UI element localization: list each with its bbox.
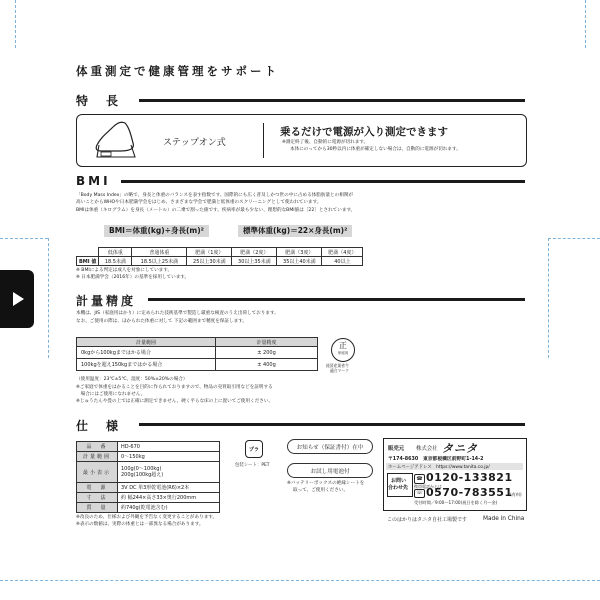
features-rule xyxy=(139,99,525,102)
bmi-para-1: 「Body Mass Index」の略で、身長と体重のバランスを表す指数です。国際的にも広く普及しかつ世の中に占める体脂肪量との相関が xyxy=(76,193,354,198)
accuracy-para-1: 本機は、JIS（家庭用はかり）に定められた技術基準で製造し厳重な検査のうえ出荷しております。 xyxy=(76,311,279,316)
accuracy-note-3: ※じゅうたんや畳の上では正確に測定できません。硬く平らな床の上に置いてご使用ください。 xyxy=(76,399,274,404)
company-address: 〒174-8630 東京都板橋区前野町1-14-2 xyxy=(388,457,484,462)
accuracy-condition: （使用温度：23℃±5℃、湿度：50%±20%の場合） xyxy=(76,377,188,382)
brand-logo: タニタ xyxy=(442,442,478,455)
bmi-cell-6: 40以上 xyxy=(322,257,363,266)
specs-table xyxy=(76,441,220,513)
accuracy-col-precision: 計量精度 xyxy=(216,338,318,347)
specs-rule xyxy=(139,423,525,426)
accuracy-para-2: なお、ご使用の際は、ほかられた体重に対して 下記の範囲まで精度を保証します。 xyxy=(76,319,248,324)
certification-caption-2: 適合マーク xyxy=(330,368,349,373)
bmi-cell-4: 30以上35未満 xyxy=(232,257,277,266)
bmi-col-2: 普通体重 xyxy=(132,248,187,257)
company-label: 株式会社 xyxy=(416,446,438,452)
certification-mark-char: 正 xyxy=(339,341,347,350)
inquiry-label-1: お問い xyxy=(391,478,407,484)
table-row xyxy=(77,503,220,513)
bmi-formula-1: BMI＝体重(kg)÷身長(m)² xyxy=(104,225,209,237)
mobile-label: 携帯電話からは xyxy=(414,483,442,489)
bmi-cell-3: 25以上30未満 xyxy=(187,257,232,266)
table-row xyxy=(77,452,220,462)
spec-key-power: 電 源 xyxy=(77,483,118,493)
accuracy-range-2: 100kgを超え150kgまではかる場合 xyxy=(77,359,216,371)
specs-note-2: ※表示の数値は、実際の体重とは一部異なる場合があります。 xyxy=(76,522,204,527)
table-row xyxy=(77,462,220,483)
bmi-note-1: ※ BMIによる判定は成人を対象にしています。 xyxy=(76,268,173,273)
features-heading: 特 長 xyxy=(76,94,122,108)
recycle-icon xyxy=(245,440,263,458)
crop-line-mid-left2 xyxy=(48,238,49,358)
table-row xyxy=(77,442,220,452)
recycle-label: 包装シート：PET xyxy=(235,463,270,468)
bmi-col-4: 肥満（2度） xyxy=(232,248,277,257)
recycle-mark-text: プラ xyxy=(248,446,259,453)
spec-key-range: 計量範囲 xyxy=(77,452,118,462)
spec-key-size: 寸 法 xyxy=(77,493,118,503)
bmi-para-2: 高いことからWHOや日本肥満学会をはじめ、さまざまな学会で肥満と低体重のスクリーニングとして使われています。 xyxy=(76,200,322,205)
freedial-icon: ☎ xyxy=(414,474,425,484)
accuracy-col-range: 計量範囲 xyxy=(77,338,216,347)
bmi-rule xyxy=(121,180,525,183)
specs-note-1: ※改良のため、仕様および外観を予告なく変更することがあります。 xyxy=(76,515,218,520)
accuracy-precision-2: ± 400g xyxy=(216,359,318,371)
reception-hours: 受付時間／9:00～17:00(祝日を除く月～金) xyxy=(414,500,498,505)
certification-caption-1: 経済産業省令 xyxy=(326,363,349,368)
bmi-table-header xyxy=(77,248,363,257)
bmi-table xyxy=(76,247,363,266)
bmi-note-2: ※ 日本肥満学会（2016年）の基準を採用しています。 xyxy=(76,275,190,280)
bmi-col-1: 低体重 xyxy=(99,248,132,257)
homepage-address: ホームページアドレス https://www.tanita.co.jp/ xyxy=(388,464,490,470)
spec-val-size: 約 幅244×高さ33×奥行200mm xyxy=(118,493,220,503)
features-main-text: 乗るだけで電源が入り測定できます xyxy=(280,126,448,138)
page-next-button[interactable] xyxy=(0,270,34,328)
bmi-col-3: 肥満（1度） xyxy=(187,248,232,257)
crop-line-mid-left xyxy=(0,238,48,239)
factory-note: このはかりはタニタ自社工場製です xyxy=(387,517,468,523)
bmi-para-3: BMIは体重（キログラム）を身長（メートル）の二乗で割った値です。疾病率が最も少ない、理想的なBMI値は［22］とされています。 xyxy=(76,208,356,213)
crop-line-mid-right xyxy=(548,238,600,239)
mobile-fee: (有料) xyxy=(510,492,522,497)
certification-mark xyxy=(331,338,355,362)
accuracy-precision-1: ± 200g xyxy=(216,347,318,359)
spec-val-model: HD-670 xyxy=(118,442,220,452)
spec-key-weight: 質 量 xyxy=(77,503,118,513)
mobile-number: 0570-783551 xyxy=(426,486,513,499)
inquiry-label-2: 合わせ先 xyxy=(388,485,409,491)
spec-val-range: 0～150kg xyxy=(118,452,220,462)
accuracy-heading: 計量精度 xyxy=(76,294,137,308)
battery-notice: お試し用電池付 xyxy=(287,463,373,478)
spec-val-power: 3V DC 単3形乾電池(R6)×2本 xyxy=(118,483,220,493)
freedial-number: 0120-133821 xyxy=(426,471,513,484)
table-row xyxy=(77,493,220,503)
bmi-cell-0: BMI 値 xyxy=(77,257,99,266)
spec-val-weight: 約740g(乾電池含む) xyxy=(118,503,220,513)
foot-on-scale-icon xyxy=(91,119,141,163)
accuracy-rule xyxy=(148,298,525,301)
accuracy-note-2: 場合にはご使用になれません。 xyxy=(76,392,146,397)
certification-mark-sub: 家庭用 xyxy=(337,351,349,355)
table-row xyxy=(77,359,318,371)
bmi-col-5: 肥満（3度） xyxy=(277,248,322,257)
bmi-col-6: 肥満（4度） xyxy=(322,248,363,257)
warranty-notice: お知らせ（保証書付）在中 xyxy=(287,439,373,454)
table-row xyxy=(77,483,220,493)
accuracy-note-1: ※ご家庭で体重をはかることを目的に作られておりますので、物品の売買取引用などを証明する xyxy=(76,385,273,390)
spec-key-min: 最小表示 xyxy=(77,462,118,483)
spec-key-model: 品 番 xyxy=(77,442,118,452)
features-box xyxy=(76,114,527,167)
step-on-label: ステップオン式 xyxy=(163,138,226,148)
bmi-cell-2: 18.5以上25未満 xyxy=(132,257,187,266)
page-title: 体重測定で健康管理をサポート xyxy=(76,64,279,78)
crop-line-bottom xyxy=(0,580,600,581)
crop-line-mid-right2 xyxy=(548,238,549,358)
bmi-col-0 xyxy=(77,248,99,257)
crop-line-top-right xyxy=(585,0,586,48)
battery-note-2: 取って、ご使用ください。 xyxy=(293,488,349,493)
bmi-heading: BMI xyxy=(76,174,111,188)
bmi-cell-5: 35以上40未満 xyxy=(277,257,322,266)
accuracy-range-1: 0kgから100kgまではかる場合 xyxy=(77,347,216,359)
features-note-2: 本体にのってから30秒以内に体重が確定しない場合は、自動的に電源が切れます。 xyxy=(290,147,461,152)
specs-heading: 仕 様 xyxy=(76,419,122,433)
battery-note-1: ※バッテリーボックスの絶縁シートを xyxy=(287,481,365,486)
made-in-label: Made in China xyxy=(483,516,525,522)
spec-val-min: 100g(0～100kg) 200g(100kg超え) xyxy=(118,462,220,483)
seller-label: 販売元 xyxy=(388,446,405,452)
bmi-table-row xyxy=(77,257,363,266)
bmi-formula-2: 標準体重(kg)＝22×身長(m)² xyxy=(238,225,352,237)
company-box xyxy=(383,438,527,511)
table-row xyxy=(77,347,318,359)
bmi-cell-1: 18.5未満 xyxy=(99,257,132,266)
accuracy-header-row xyxy=(77,338,318,347)
crop-line-top-left xyxy=(15,0,16,48)
features-divider xyxy=(263,123,264,158)
features-note-1: ※測定終了後、自動的に電源が切れます。 xyxy=(282,140,369,145)
play-icon xyxy=(13,292,24,306)
accuracy-table xyxy=(76,337,318,371)
navidial-icon: ☏ xyxy=(414,489,425,498)
